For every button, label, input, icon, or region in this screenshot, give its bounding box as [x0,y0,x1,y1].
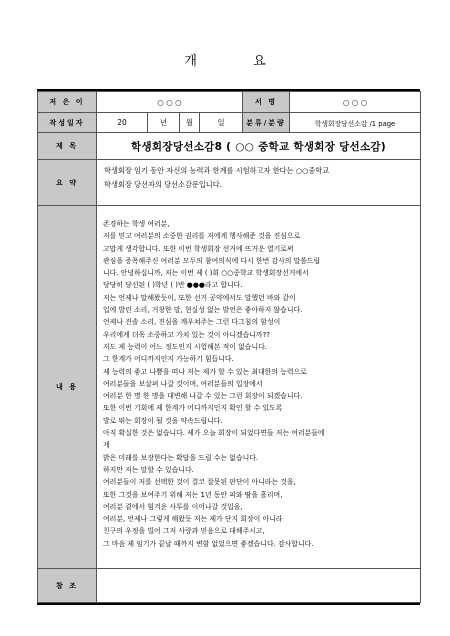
content-line: 고맙게 생각합니다. 또한 이번 학생회장 선거에 뜨거운 열기로써 [103,244,294,253]
content-line: 여러분들을 보살펴 나갈 것이며, 여러분들의 입장에서 [103,379,263,388]
content-line: 제 능력의 좋고 나쁨을 떠나 저는 제가 할 수 있는 최대한의 능력으로 [103,367,307,376]
content-row [38,206,421,569]
date-month: 월 [180,113,200,133]
page-title: 개 요 [184,54,292,69]
content-line: 입에 발린 소리, 거창한 말, 현실성 없는 발언은 좋아하지 않습니다. [103,306,303,315]
content-line: 여러분, 언제나 그렇게 해왔듯 저는 제가 단지 회장이 아니라 [103,515,283,524]
category-value: 학생회장당선소감 /1 page [290,113,421,133]
date-year-unit: 년 [148,113,180,133]
overview-table [37,91,421,603]
content-line: 여러분들이 저를 선택한 것이 결코 잘못된 판단이 아니라는 것을, [103,478,296,487]
overview-form [37,89,420,605]
summary-line: 학생회장 임기 동안 자신의 능력과 한계를 시험하고자 한다는 ○○중학교 [104,166,330,175]
summary-text [97,160,421,206]
content-line: 관심을 증폭해주신 여러분 모두의 참여의식에 다시 한번 감사의 말씀드립 [103,256,321,265]
content-line: 당당히 당선된 ( )학년 ( )반 ●●●라고 합니다. [103,281,243,290]
signature-label: 서 명 [243,92,290,113]
date-label: 작성일자 [38,113,97,133]
content-line: 언제나 진솔 소리, 진심을 깨우쳐주는 그런 다그침의 함성이 [103,318,281,327]
signature-value: ○ ○ ○ [290,92,421,113]
content-line: 우리에게 더욱 소중하고 가치 있는 것이 아니겠습니까?? [103,330,270,339]
summary-label: 요 약 [38,160,97,206]
date-year: 20 [97,113,148,133]
content-line: 여러분 곁에서 힘겨운 사투를 이어나갈 것입을, [103,502,243,511]
date-row [38,113,421,133]
reference-label: 참 조 [38,569,97,603]
subject-row [38,133,421,160]
content-line: 존경하는 학생 여러분, [103,220,170,228]
writer-label: 저 은 이 [38,92,97,113]
content-line: 여러분 한 명 한 명을 대변해 나갈 수 있는 그런 회장이 되겠습니다. [103,392,303,401]
content-line: 밝은 미래를 보장한다는 확답을 드릴 수는 없습니다. [103,453,259,462]
date-day: 일 [200,113,243,133]
writer-row [38,92,421,113]
content-text [97,206,421,569]
writer-value: ○ ○ ○ [97,92,243,113]
reference-row [38,569,421,603]
content-line: 친구의 우정을 빌어 그저 사랑과 믿음으로 대해주시고, [103,527,265,536]
content-line: 하지만 저는 말할 수 있습니다. [103,465,194,474]
summary-line: 학생회장 당선자의 당선소감문입니다. [104,180,222,189]
content-line: 저를 믿고 여러분의 소중한 권리를 저에게 행사해준 것을 진심으로 [103,232,301,241]
category-label: 분류/분량 [243,113,290,133]
content-line: 발로 뛰는 회장이 될 것을 약속드립니다. [103,416,223,425]
content-line: 그 한계가 어디까지인지 가능하기 힘듭니다. [103,355,234,364]
subject-label: 제 목 [38,133,97,160]
content-label: 내 용 [38,206,97,569]
content-line: 또한 이번 기회에 제 한계가 어디까지인지 확인 할 수 있도록 [103,404,283,413]
summary-row [38,160,421,206]
subject-value: 학생회장당선소감8 ( ○○ 중학교 학생회장 당선소감) [97,133,421,160]
content-line: 또한 그것을 보여주기 위해 저는 1년 동안 피와 땀을 흘리며, [103,490,283,499]
content-line: 그 마음 제 임기가 끝날 때까지 변함 없었으면 좋겠습니다. 감사합니다. [103,539,314,548]
content-line: 저는 언제나 말해왔듯이, 또한 선거 공약에서도 말했던 바와 같이 [103,293,296,302]
content-line: 아직 확실한 것은 없습니다. 제가 오늘 회장이 되었다면들 저는 여러분들에 [103,429,325,438]
content-line: 니다. 안녕하십니까, 저는 이번 제 ( )회 ○○중학교 학생회장선거에서 [103,269,309,278]
content-line: 저도 제 능력이 어느 정도인지 시험해본 적이 없습니다. [103,342,267,351]
reference-value [97,569,421,603]
content-line: 게 [103,441,110,450]
